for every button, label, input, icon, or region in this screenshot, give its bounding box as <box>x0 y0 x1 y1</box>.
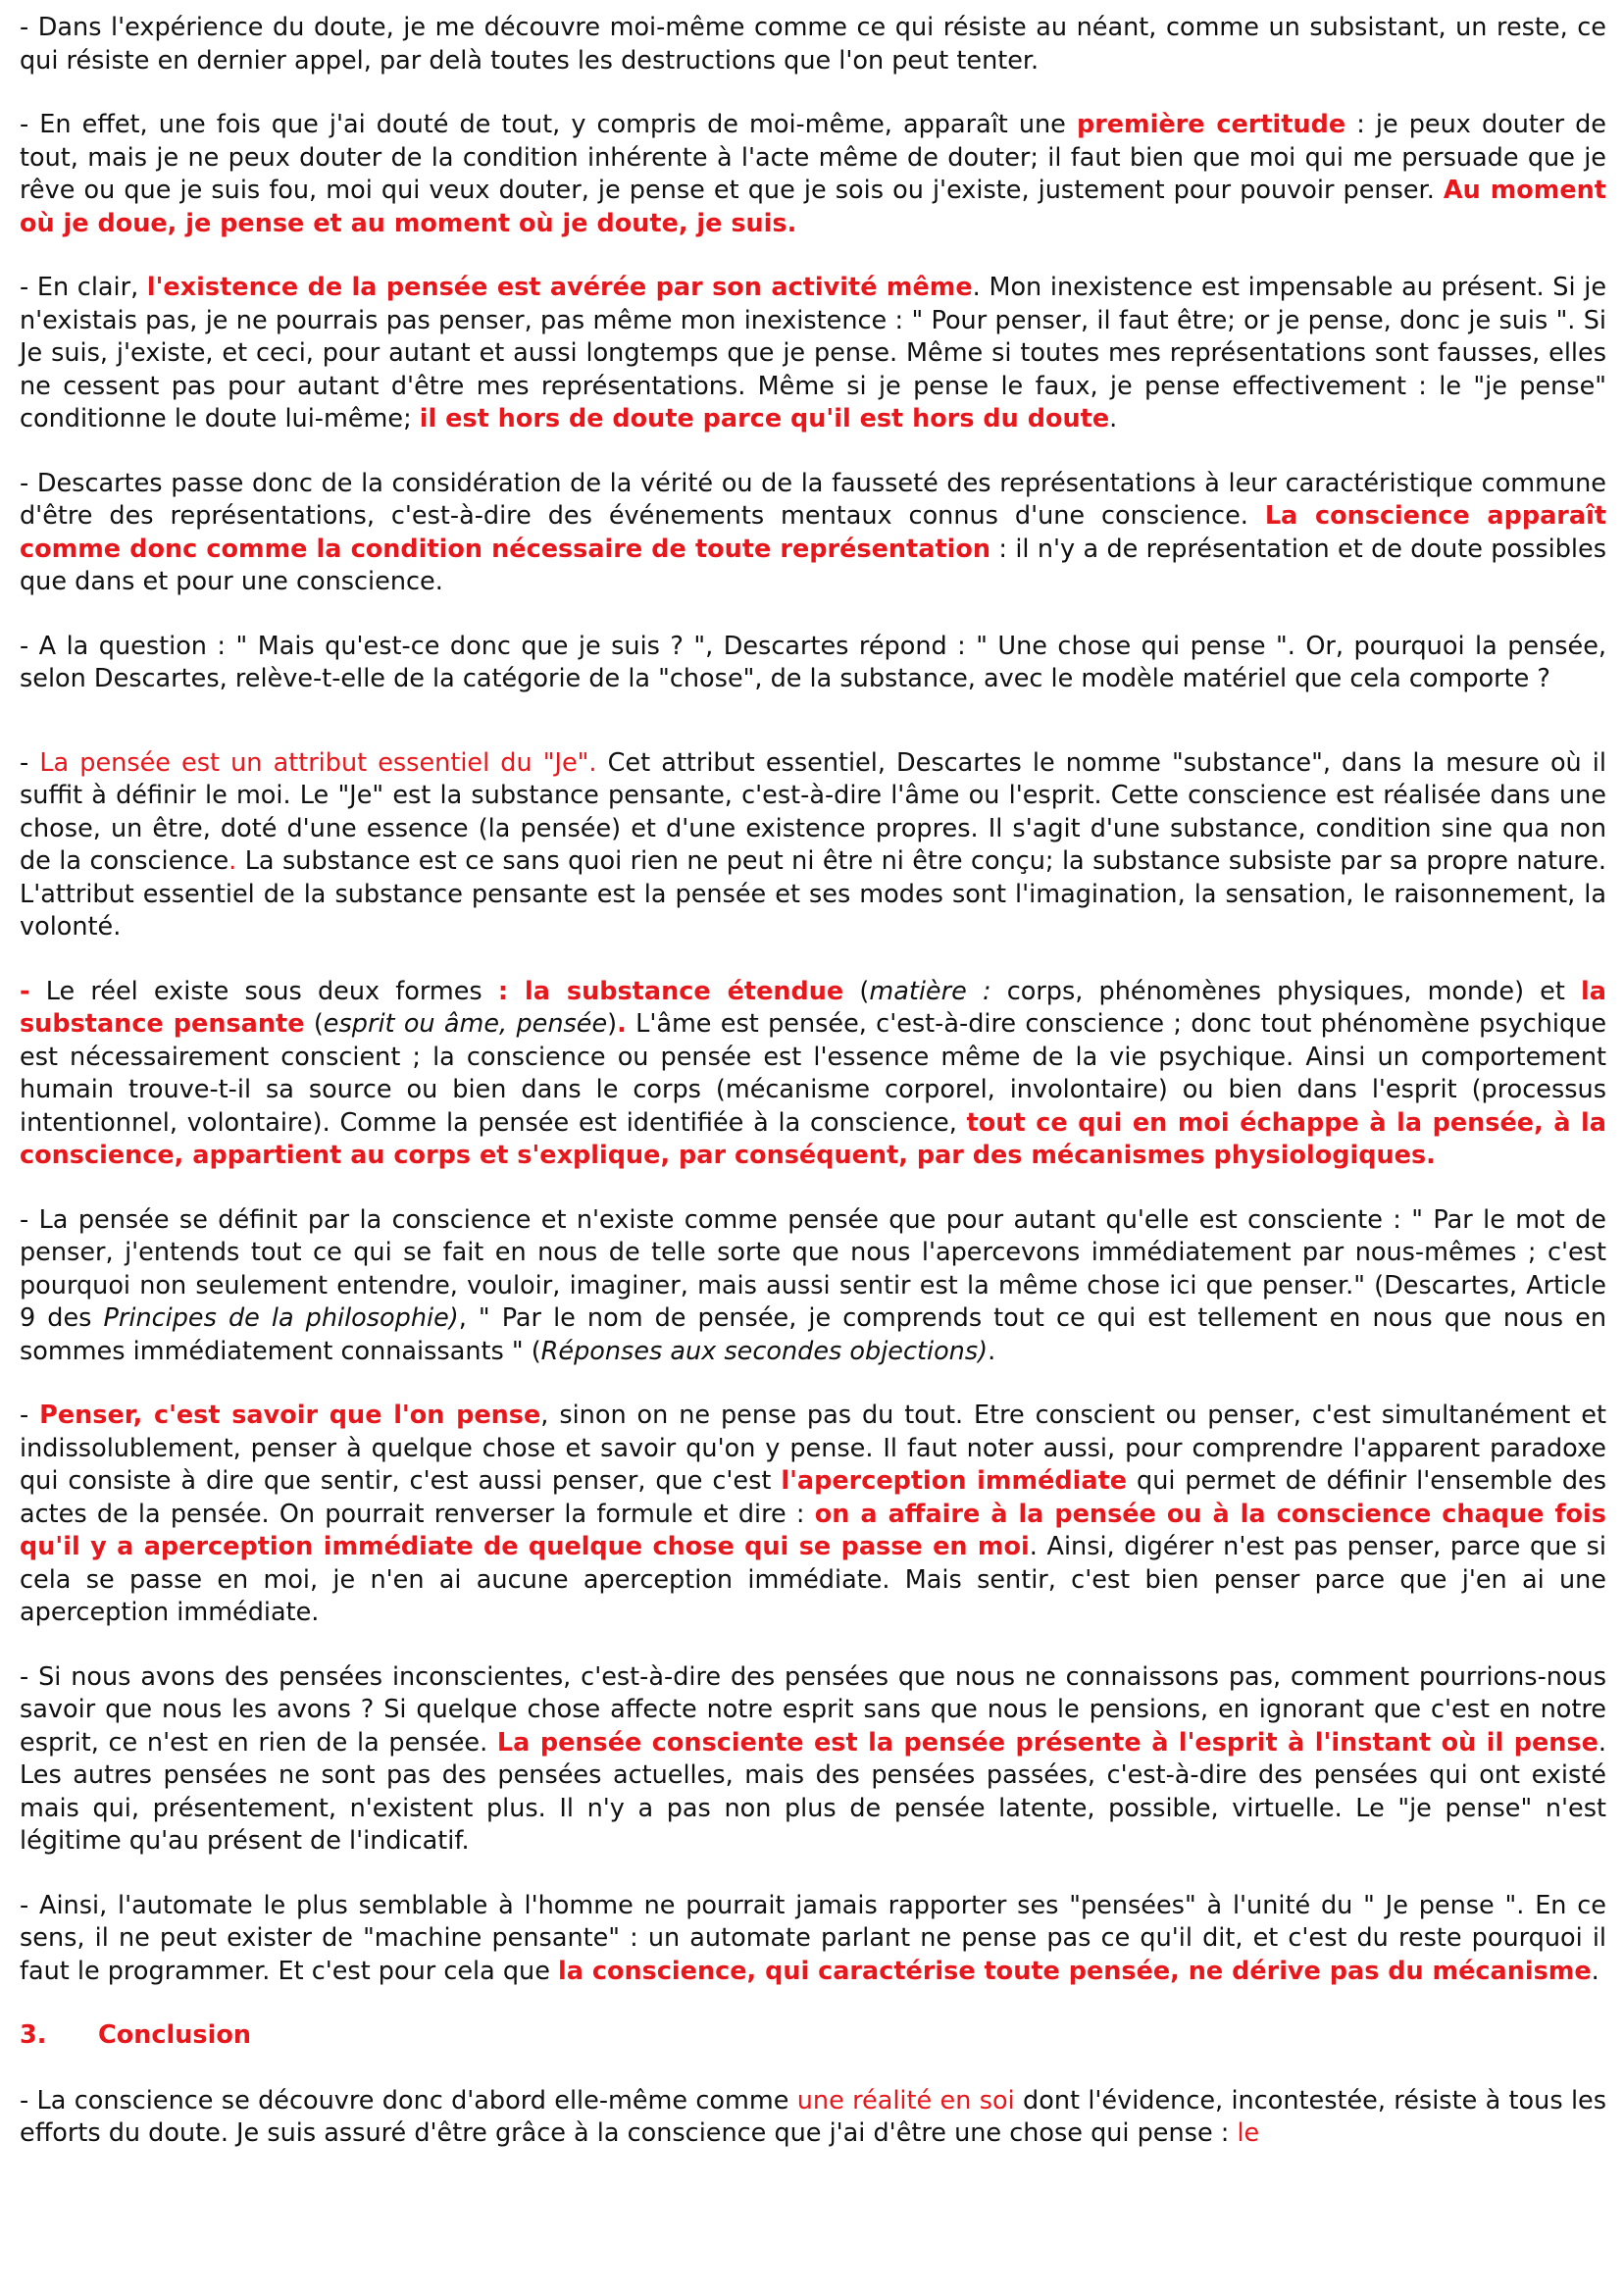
body-text: . Mon inexistence est impensable au présent. Si je n'existais pas, je ne pourrais pas penser, pas même mon inexistence : " Pour penser, il faut être; or je pense, donc je suis ". Si Je suis, j'existe, et ceci, pour autant et aussi longtemps que je pense. Même si toutes mes représentations sont fausses, elles ne cessent pas pour autant d'être mes représentations. Même si je pense le faux, je pense effectivement : le "je pense" conditionne le doute lui-même; <box>20 273 1607 433</box>
body-text: ) <box>607 1009 618 1039</box>
body-text: Le réel existe sous deux formes <box>29 976 498 1006</box>
document-page <box>20 12 1606 2182</box>
body-text: qui permet de définir l'ensemble des actes de la pensée. On pourrait renverser la formule et dire : <box>20 1466 1606 1529</box>
body-text: - Si nous avons des pensées inconscientes, c'est-à-dire des pensées que nous ne connaissons pas, comment pourrions-nous savoir que nous les avons ? Si quelque chose affecte notre esprit sans que nous le pensions, en ignorant que c'est en notre esprit, ce n'est en rien de la pensée. <box>20 1661 1606 1758</box>
highlight-text: le <box>1237 2118 1260 2148</box>
highlight-text: tout ce qui en moi échappe à la pensée, à la conscience, appartient au corps et s'explique, par conséquent, par des mécanismes physiologiques. <box>20 1107 1606 1170</box>
body-text: . Ainsi, digérer n'est pas penser, parce que si cela se passe en moi, je n'en ai aucune aperception immédiate. Mais sentir, c'est bien penser parce que j'en ai une aperception immédiate. <box>20 1532 1607 1627</box>
body-paragraphs <box>20 12 1606 1988</box>
body-text: ( <box>304 1009 324 1039</box>
italic-text: esprit ou âme, pensée <box>323 1009 608 1039</box>
body-text: . <box>988 1336 996 1366</box>
paragraph-p5 <box>20 631 1606 696</box>
body-text: . <box>1109 404 1118 433</box>
paragraph-p12 <box>20 2085 1606 2151</box>
section-title: Conclusion <box>98 2020 251 2050</box>
highlight-text: la conscience, qui caractérise toute pensée, ne dérive pas du mécanisme <box>558 1956 1592 1986</box>
highlight-text: première certitude <box>1076 110 1346 139</box>
body-text: , " Par le nom de pensée, je comprends tout ce qui est tellement en nous que nous en sommes immédiatement connaissants " ( <box>20 1303 1606 1366</box>
highlight-text: une réalité en soi <box>796 2085 1015 2116</box>
body-text: - Descartes passe donc de la considération de la vérité ou de la fausseté des représentations à leur caractéristique commune d'être des représentations, c'est-à-dire des événements mentaux connus d'une conscience. <box>20 468 1606 531</box>
body-text: - A la question : " Mais qu'est-ce donc que je suis ? ", Descartes répond : " Une chose qui pense ". Or, pourquoi la pensée, selon Descartes, relève-t-elle de la catégorie de la "chose", de la substance, avec le modèle matériel que cela comporte ? <box>20 631 1606 693</box>
highlight-text: Au moment où je doue, je pense et au moment où je doute, je suis. <box>20 176 1606 238</box>
highlight-text: La conscience apparaît comme donc comme la condition nécessaire de toute représentation <box>20 501 1607 564</box>
paragraph-p2 <box>20 109 1606 240</box>
paragraph-p10 <box>20 1661 1606 1859</box>
highlight-text: La pensée est un attribut essentiel du "Je". <box>39 747 597 778</box>
highlight-text: Penser, c'est savoir que l'on pense <box>39 1401 541 1430</box>
section-number: 3. <box>20 2020 47 2050</box>
body-text: - Dans l'expérience du doute, je me découvre moi-même comme ce qui résiste au néant, comme un subsistant, un reste, ce qui résiste en dernier appel, par delà toutes les destructions que l'on peut tenter. <box>20 13 1606 76</box>
paragraph-p4 <box>20 468 1606 599</box>
italic-text: Réponses aux secondes objections) <box>540 1336 989 1366</box>
highlight-text: : la substance étendue <box>497 976 844 1006</box>
body-text: - Ainsi, l'automate le plus semblable à l'homme ne pourrait jamais rapporter ses "pensées" à l'unité du " Je pense ". En ce sens, il ne peut exister de "machine pensante" : un automate parlant ne pense pas ce qu'il dit, et c'est du reste pourquoi il faut le programmer. Et c'est pour cela que <box>20 1890 1606 1986</box>
body-text: . <box>1591 1956 1599 1986</box>
highlight-text: l'existence de la pensée est avérée par son activité même <box>146 273 973 302</box>
italic-text: Principes de la philosophie) <box>103 1303 459 1333</box>
body-text: - La conscience se découvre donc d'abord elle-même comme <box>20 2085 797 2116</box>
highlight-text: La pensée consciente est la pensée présente à l'esprit à l'instant où il pense <box>496 1727 1599 1758</box>
paragraph-p7 <box>20 976 1606 1173</box>
section-heading <box>20 2019 1606 2053</box>
body-text: : je peux douter de tout, mais je ne peux douter de la condition inhérente à l'acte même de douter; il faut bien que moi qui me persuade que je rêve ou que je suis fou, moi qui veux douter, je pense et que je sois ou j'existe, justement pour pouvoir penser. <box>20 110 1606 205</box>
body-text: - En clair, <box>20 273 147 302</box>
body-text: - La pensée se définit par la conscience et n'existe comme pensée que pour autant qu'elle est consciente : " Par le mot de penser, j'entends tout ce qui se fait en nous de telle sorte que nous l'apercevons immédiatement par nous-mêmes ; c'est pourquoi non seulement entendre, vouloir, imaginer, mais aussi sentir est la même chose ici que penser." (Descartes, Article 9 des <box>20 1204 1606 1333</box>
paragraph-p8 <box>20 1204 1606 1369</box>
highlight-text: il est hors de doute parce qu'il est hors du doute <box>419 404 1110 433</box>
paragraph-p1 <box>20 12 1606 77</box>
body-text: dont l'évidence, incontestée, résiste à tous les efforts du doute. Je suis assuré d'être grâce à la conscience que j'ai d'être une chose qui pense : <box>20 2085 1606 2148</box>
paragraph-p3 <box>20 272 1606 436</box>
highlight-text: . <box>617 1009 627 1039</box>
body-text: - <box>20 747 40 778</box>
body-text: . Les autres pensées ne sont pas des pensées actuelles, mais des pensées passées, c'est-à-dire des pensées qui ont existé mais qui, présentement, n'existent plus. Il n'y a pas non plus de pensée latente, possible, virtuelle. Le "je pense" n'est légitime qu'au présent de l'indicatif. <box>20 1727 1606 1856</box>
paragraph-p9 <box>20 1400 1606 1630</box>
body-text: : il n'y a de représentation et de doute possibles que dans et pour une conscience. <box>20 534 1606 596</box>
body-text: Cet attribut essentiel, Descartes le nomme "substance", dans la mesure où il suffit à définir le moi. Le "Je" est la substance pensante, c'est-à-dire l'âme ou l'esprit. Cette conscience est réalisée dans une chose, un être, doté d'une essence (la pensée) et d'une existence propres. Il s'agit d'une substance, condition sine qua non de la conscience <box>20 747 1606 876</box>
italic-text: matière : <box>869 976 991 1006</box>
body-text: - En effet, une fois que j'ai douté de tout, y compris de moi-même, apparaît une <box>20 110 1077 139</box>
highlight-text: l'aperception immédiate <box>781 1466 1128 1496</box>
highlight-text: la substance pensante <box>20 976 1606 1039</box>
body-text: corps, phénomènes physiques, monde) et <box>990 976 1582 1006</box>
conclusion-paragraphs <box>20 2085 1606 2151</box>
body-text: La substance est ce sans quoi rien ne peut ni être ni être conçu; la substance subsiste par sa propre nature. L'attribut essentiel de la substance pensante est la pensée et ses modes sont l'imagination, la sensation, le raisonnement, la volonté. <box>20 846 1606 942</box>
highlight-text: - <box>20 976 30 1006</box>
body-text: L'âme est pensée, c'est-à-dire conscience ; donc tout phénomène psychique est nécessairement conscient ; la conscience ou pensée est l'essence même de la vie psychique. Ainsi un comportement humain trouve-t-il sa source ou bien dans le corps (mécanisme corporel, involontaire) ou bien dans l'esprit (processus intentionnel, volontaire). Comme la pensée est identifiée à la conscience, <box>20 1009 1607 1138</box>
paragraph-p6 <box>20 747 1606 944</box>
body-text: - <box>20 1401 40 1430</box>
paragraph-p11 <box>20 1890 1606 1989</box>
highlight-text: on a affaire à la pensée ou à la conscience chaque fois qu'il y a aperception immédiate de quelque chose qui se passe en moi <box>20 1499 1606 1561</box>
body-text: ( <box>843 976 870 1006</box>
body-text: , sinon on ne pense pas du tout. Etre conscient ou penser, c'est simultanément et indissolublement, penser à quelque chose et savoir qu'on y pense. Il faut noter aussi, pour comprendre l'apparent paradoxe qui consiste à dire que sentir, c'est aussi penser, que c'est <box>20 1401 1606 1496</box>
highlight-text: . <box>228 846 237 876</box>
